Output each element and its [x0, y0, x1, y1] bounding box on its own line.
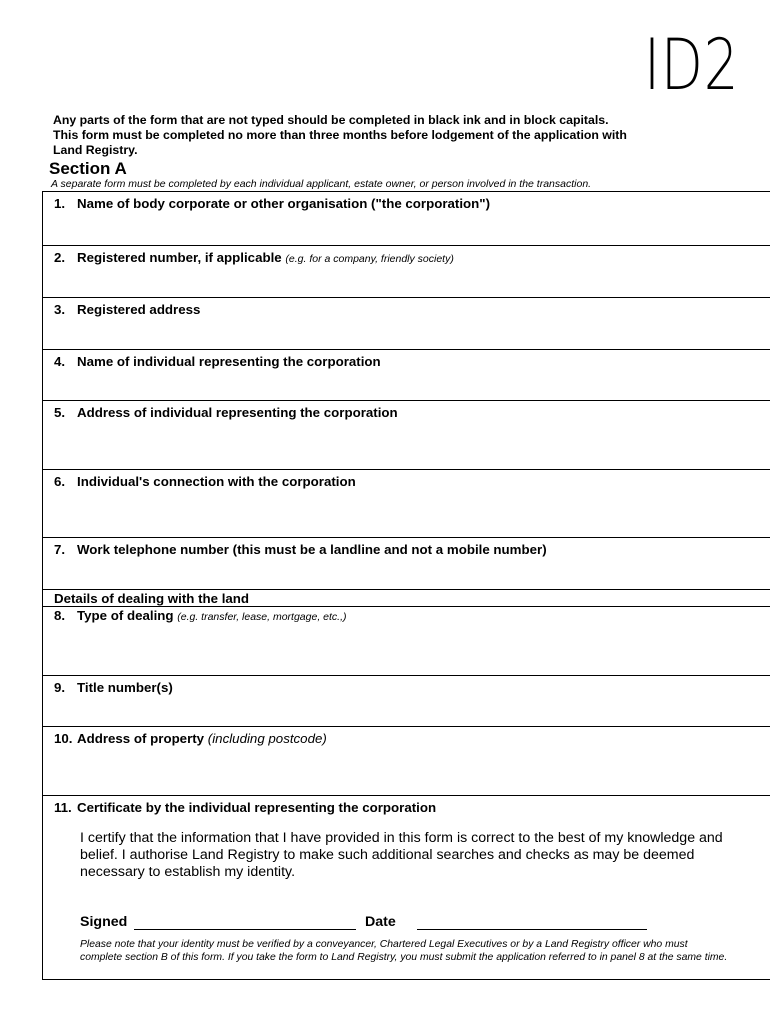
intro-line: Land Registry. [53, 143, 138, 157]
signature-row [80, 914, 720, 930]
panel-title [54, 680, 173, 695]
panel-4 [43, 349, 770, 400]
panel-11 [43, 795, 770, 979]
panel-3 [43, 297, 770, 349]
certificate-text: I certify that the information that I have provided in this form is correct to the best of my knowledge and belief. I authorise Land Registry to make such additional searches and checks as may be deemed necessary to establish my identity. [80, 830, 723, 880]
representative-address-field[interactable] [43, 421, 770, 469]
panel-title [54, 354, 381, 369]
panel-label: Registered address [77, 302, 201, 317]
panel-title [54, 405, 398, 420]
panel-label: Name of body corporate or other organisation ("the corporation") [77, 196, 491, 211]
intro-line: This form must be completed no more than three months before lodgement of the application with [53, 128, 627, 142]
panel-9 [43, 675, 770, 726]
work-telephone-field[interactable] [43, 558, 770, 589]
panel-6 [43, 469, 770, 537]
panel-number: 1. [54, 196, 66, 211]
panel-label: Work telephone number (this must be a landline and not a mobile number) [77, 542, 547, 557]
connection-field[interactable] [43, 490, 770, 537]
panel-number: 2. [54, 250, 66, 265]
date-field[interactable] [417, 929, 647, 930]
panel-number: 3. [54, 302, 66, 317]
panel-label: Type of dealing [77, 608, 174, 623]
dealing-heading: Details of dealing with the land [54, 591, 250, 606]
panel-hint: (e.g. transfer, lease, mortgage, etc.,) [177, 611, 347, 623]
panel-title [54, 542, 547, 557]
panel-label: Address of property [77, 731, 205, 746]
form-table [42, 191, 770, 980]
panel-title [54, 800, 436, 815]
panel-1 [43, 192, 770, 245]
date-label: Date [365, 914, 396, 930]
dealing-section-header [43, 589, 770, 606]
signed-label: Signed [80, 914, 128, 930]
panel-number: 4. [54, 354, 66, 369]
representative-name-field[interactable] [43, 370, 770, 400]
panel-title [54, 731, 327, 746]
panel-title [54, 302, 200, 317]
panel-number: 10. [54, 731, 73, 746]
intro-instructions [53, 113, 753, 158]
registered-address-field[interactable] [43, 318, 770, 349]
panel-number: 7. [54, 542, 66, 557]
panel-10 [43, 726, 770, 795]
verification-footnote: Please note that your identity must be verified by a conveyancer, Chartered Legal Executives or by a Land Registry officer who must complete section B of this form. If you take the form to Land Registry, you must submit the application referred to in panel 8 at the same time. [80, 939, 728, 963]
intro-line: Any parts of the form that are not typed should be completed in black ink and in block capitals. [53, 113, 609, 127]
type-of-dealing-field[interactable] [43, 627, 770, 675]
panel-title [54, 250, 454, 265]
panel-number: 11. [54, 800, 72, 815]
panel-title [54, 196, 490, 211]
panel-label: Address of individual representing the corporation [77, 405, 398, 420]
panel-number: 8. [54, 608, 66, 623]
panel-title [54, 608, 347, 623]
panel-7 [43, 537, 770, 589]
panel-label: Individual's connection with the corporation [77, 474, 356, 489]
panel-hint: (including postcode) [207, 731, 327, 746]
form-code: ID2 [644, 24, 740, 106]
panel-hint: (e.g. for a company, friendly society) [285, 253, 454, 265]
panel-5 [43, 400, 770, 469]
panel-2 [43, 245, 770, 297]
registered-number-field[interactable] [43, 266, 770, 297]
section-title: Section A [49, 159, 127, 178]
property-address-field[interactable] [43, 747, 770, 795]
section-note: A separate form must be completed by each individual applicant, estate owner, or person involved in the transaction. [51, 178, 592, 190]
panel-number: 6. [54, 474, 66, 489]
panel-number: 9. [54, 680, 66, 695]
signature-field[interactable] [134, 929, 356, 930]
panel-label: Registered number, if applicable [77, 250, 282, 265]
panel-label: Certificate by the individual representing the corporation [77, 800, 437, 815]
panel-label: Name of individual representing the corporation [77, 354, 381, 369]
panel-title [54, 474, 356, 489]
panel-number: 5. [54, 405, 66, 420]
title-numbers-field[interactable] [43, 696, 770, 726]
panel-8 [43, 606, 770, 675]
corporation-name-field[interactable] [43, 212, 770, 245]
panel-label: Title number(s) [77, 680, 173, 695]
